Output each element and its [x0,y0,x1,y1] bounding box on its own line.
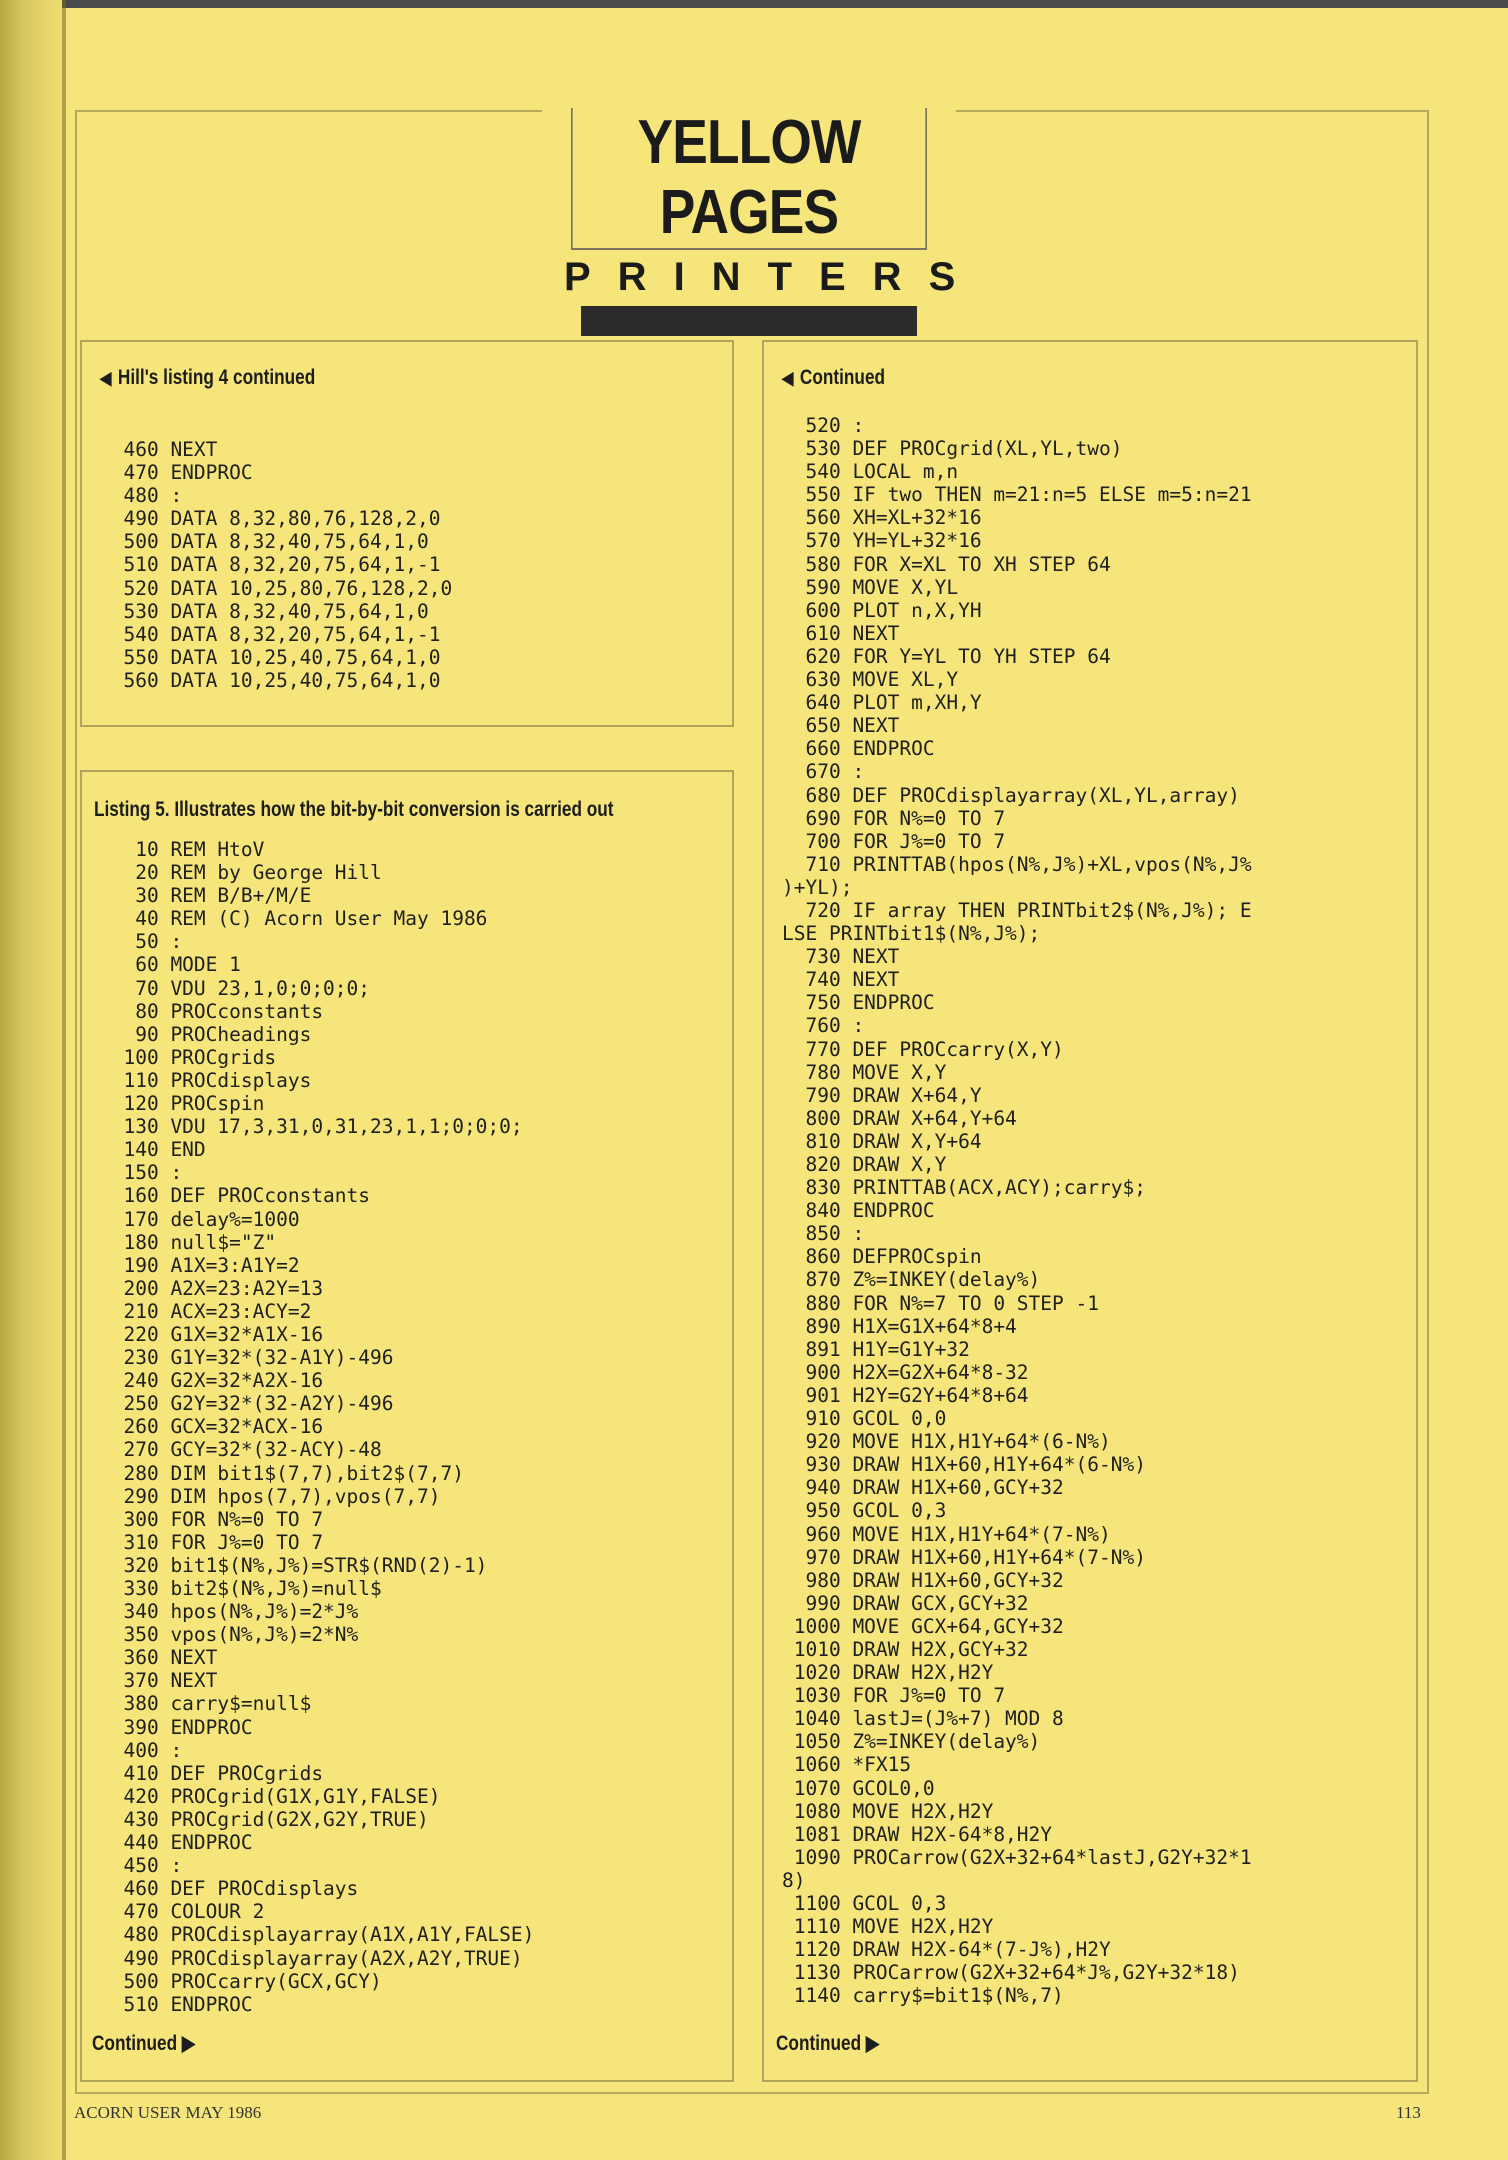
code-line: 500 PROCcarry(GCX,GCY) [100,1969,382,1993]
code-line: 680 DEF PROCdisplayarray(XL,YL,array) [782,783,1240,807]
code-line: 1100 GCOL 0,3 [782,1892,947,1915]
code-line: 770 DEF PROCcarry(X,Y) [782,1037,1064,1061]
code-line: 270 GCY=32*(32-ACY)-48 [100,1438,382,1462]
code-line: 320 bit1$(N%,J%)=STR$(RND(2)-1) [100,1553,488,1577]
code-line: 830 PRINTTAB(ACX,ACY);carry$; [782,1176,1146,1200]
code-line: 460 DEF PROCdisplays [100,1877,359,1901]
code-line: 370 NEXT [100,1669,218,1693]
masthead [542,108,983,336]
code-line: 220 G1X=32*A1X-16 [100,1322,324,1346]
code-line: 260 GCX=32*ACX-16 [100,1415,324,1439]
code-line: LSE PRINTbit1$(N%,J%); [782,922,1041,946]
listing-4-panel [80,340,734,727]
code-line: 820 DRAW X,Y [782,1153,947,1176]
continued-label [92,2031,195,2056]
code-line: 8) [782,1868,806,1892]
code-line: 120 PROCspin [100,1092,265,1116]
code-line: 780 MOVE X,Y [782,1060,947,1084]
code-line: 70 VDU 23,1,0;0;0;0; [100,976,371,1000]
code-line: 940 DRAW H1X+60,GCY+32 [782,1476,1064,1500]
code-line: 550 DATA 10,25,40,75,64,1,0 [100,645,441,669]
code-line: 230 G1Y=32*(32-A1Y)-496 [100,1346,394,1370]
code-line: 420 PROCgrid(G1X,G1Y,FALSE) [100,1784,441,1808]
code-line: 1140 carry$=bit1$(N%,7) [782,1984,1064,2008]
code-line: 510 ENDPROC [100,1992,253,2016]
code-line: 470 COLOUR 2 [100,1900,265,1924]
code-line: 610 NEXT [782,621,900,645]
code-line: 980 DRAW H1X+60,GCY+32 [782,1568,1064,1592]
code-line: 290 DIM hpos(7,7),vpos(7,7) [100,1484,441,1508]
code-line: 990 DRAW GCX,GCY+32 [782,1591,1029,1615]
code-line: 970 DRAW H1X+60,H1Y+64*(7-N%) [782,1545,1146,1569]
spine-shadow [62,0,66,2160]
code-line: 40 REM (C) Acorn User May 1986 [100,907,488,931]
listing-5-code [100,838,534,2016]
listing-4-code [100,438,452,692]
code-line: 300 FOR N%=0 TO 7 [100,1507,324,1531]
code-line: 500 DATA 8,32,40,75,64,1,0 [100,530,429,554]
code-line: 160 DEF PROCconstants [100,1184,371,1208]
masthead-bar [581,306,917,336]
code-line: 800 DRAW X+64,Y+64 [782,1106,1017,1130]
continued-caption-text: Continued [799,366,886,389]
code-line: 720 IF array THEN PRINTbit2$(N%,J%); E [782,898,1252,922]
code-line: 760 : [782,1014,865,1038]
code-line: 600 PLOT n,X,YH [782,598,982,622]
code-line: 1020 DRAW H2X,H2Y [782,1661,994,1685]
code-line: 640 PLOT m,XH,Y [782,691,982,715]
code-line: 690 FOR N%=0 TO 7 [782,806,1006,830]
code-line: 80 PROCconstants [100,999,324,1023]
code-line: 240 G2X=32*A2X-16 [100,1369,324,1393]
code-line: 350 vpos(N%,J%)=2*N% [100,1623,359,1647]
code-line: 700 FOR J%=0 TO 7 [782,829,1006,853]
listing-continued-panel [762,340,1418,2082]
code-line: 550 IF two THEN m=21:n=5 ELSE m=5:n=21 [782,483,1252,507]
code-line: 210 ACX=23:ACY=2 [100,1299,312,1323]
listing-4-caption [100,366,315,390]
code-line: 450 : [100,1854,183,1878]
code-line: 740 NEXT [782,968,900,992]
code-line: 870 Z%=INKEY(delay%) [782,1268,1041,1292]
code-line: )+YL); [782,875,853,899]
listing-5-panel [80,770,734,2082]
code-line: 60 MODE 1 [100,953,241,977]
code-line: 520 : [782,414,865,437]
code-line: 1060 *FX15 [782,1753,912,1777]
code-line: 90 PROCheadings [100,1022,312,1046]
code-line: 590 MOVE X,YL [782,575,959,599]
listing-4-caption-text: Hill's listing 4 continued [117,366,316,389]
code-line: 280 DIM bit1$(7,7),bit2$(7,7) [100,1461,464,1485]
code-line: 891 H1Y=G1Y+32 [782,1337,970,1361]
code-line: 520 DATA 10,25,80,76,128,2,0 [100,576,453,600]
code-line: 910 GCOL 0,0 [782,1407,947,1431]
code-line: 490 PROCdisplayarray(A2X,A2Y,TRUE) [100,1946,523,1970]
left-arrow-icon: ◀ [100,368,112,388]
code-line: 810 DRAW X,Y+64 [782,1129,982,1153]
code-line: 530 DATA 8,32,40,75,64,1,0 [100,599,429,623]
code-line: 110 PROCdisplays [100,1068,312,1092]
code-line: 530 DEF PROCgrid(XL,YL,two) [782,437,1123,461]
code-line: 950 GCOL 0,3 [782,1499,947,1523]
code-line: 790 DRAW X+64,Y [782,1083,982,1107]
code-line: 1130 PROCarrow(G2X+32+64*J%,G2Y+32*18) [782,1961,1240,1985]
code-line: 670 : [782,760,865,784]
code-line: 1030 FOR J%=0 TO 7 [782,1684,1006,1708]
code-line: 580 FOR X=XL TO XH STEP 64 [782,552,1111,576]
code-line: 540 LOCAL m,n [782,460,959,484]
code-line: 440 ENDPROC [100,1831,253,1855]
code-line: 180 null$="Z" [100,1230,277,1254]
code-line: 920 MOVE H1X,H1Y+64*(6-N%) [782,1430,1111,1454]
code-line: 100 PROCgrids [100,1045,277,1069]
code-line: 10 REM HtoV [100,838,265,861]
code-line: 1080 MOVE H2X,H2Y [782,1799,994,1823]
code-line: 880 FOR N%=7 TO 0 STEP -1 [782,1291,1099,1315]
code-line: 1070 GCOL0,0 [782,1776,935,1800]
code-line: 901 H2Y=G2Y+64*8+64 [782,1383,1029,1407]
code-line: 890 H1X=G1X+64*8+4 [782,1314,1017,1338]
code-line: 650 NEXT [782,714,900,738]
code-line: 200 A2X=23:A2Y=13 [100,1276,324,1300]
listing-5-caption: Listing 5. Illustrates how the bit-by-bit conversion is carried out [94,798,614,821]
masthead-title: YELLOW PAGES [571,108,927,250]
footer-issue: ACORN USER MAY 1986 [74,2103,262,2122]
code-line: 560 DATA 10,25,40,75,64,1,0 [100,668,441,692]
top-edge [0,0,1508,8]
code-line: 1000 MOVE GCX+64,GCY+32 [782,1614,1064,1638]
continued-text: Continued [776,2032,862,2055]
code-line: 540 DATA 8,32,20,75,64,1,-1 [100,622,441,646]
code-line: 660 ENDPROC [782,737,935,761]
code-line: 460 NEXT [100,438,218,461]
masthead-subtitle: PRINTERS [564,255,983,299]
code-line: 510 DATA 8,32,20,75,64,1,-1 [100,553,441,577]
code-line: 710 PRINTTAB(hpos(N%,J%)+XL,vpos(N%,J% [782,852,1252,876]
code-line: 630 MOVE XL,Y [782,668,959,692]
code-line: 250 G2Y=32*(32-A2Y)-496 [100,1392,394,1416]
code-line: 900 H2X=G2X+64*8-32 [782,1360,1029,1384]
code-line: 360 NEXT [100,1646,218,1670]
code-line: 1040 lastJ=(J%+7) MOD 8 [782,1707,1064,1731]
code-line: 1090 PROCarrow(G2X+32+64*lastJ,G2Y+32*1 [782,1845,1252,1869]
code-line: 30 REM B/B+/M/E [100,884,312,908]
code-line: 310 FOR J%=0 TO 7 [100,1530,324,1554]
page-number: 113 [1396,2103,1421,2122]
code-line: 850 : [782,1222,865,1246]
code-line: 960 MOVE H1X,H1Y+64*(7-N%) [782,1522,1111,1546]
right-arrow-icon: ▶ [181,2032,196,2055]
code-line: 730 NEXT [782,945,900,969]
continued-label [776,2031,879,2056]
code-line: 150 : [100,1161,183,1185]
right-arrow-icon: ▶ [865,2032,880,2055]
continued-caption [782,366,885,390]
code-line: 170 delay%=1000 [100,1207,300,1231]
code-line: 1081 DRAW H2X-64*8,H2Y [782,1822,1053,1846]
code-line: 50 : [100,930,183,954]
code-line: 560 XH=XL+32*16 [782,506,982,530]
listing-continued-code [782,414,1252,2007]
code-line: 620 FOR Y=YL TO YH STEP 64 [782,644,1111,668]
code-line: 840 ENDPROC [782,1199,935,1223]
code-line: 400 : [100,1738,183,1762]
code-line: 430 PROCgrid(G2X,G2Y,TRUE) [100,1807,429,1831]
code-line: 410 DEF PROCgrids [100,1761,324,1785]
code-line: 1120 DRAW H2X-64*(7-J%),H2Y [782,1938,1111,1962]
code-line: 570 YH=YL+32*16 [782,529,982,553]
continued-text: Continued [92,2032,178,2055]
code-line: 1110 MOVE H2X,H2Y [782,1915,994,1939]
code-line: 480 PROCdisplayarray(A1X,A1Y,FALSE) [100,1923,535,1947]
code-line: 140 END [100,1138,206,1162]
page-spine [0,0,62,2160]
code-line: 330 bit2$(N%,J%)=null$ [100,1577,382,1600]
code-line: 470 ENDPROC [100,461,253,485]
code-line: 490 DATA 8,32,80,76,128,2,0 [100,507,441,531]
code-line: 190 A1X=3:A1Y=2 [100,1253,300,1277]
code-line: 1010 DRAW H2X,GCY+32 [782,1637,1029,1661]
code-line: 860 DEFPROCspin [782,1245,982,1269]
code-line: 390 ENDPROC [100,1715,253,1739]
code-line: 930 DRAW H1X+60,H1Y+64*(6-N%) [782,1453,1146,1477]
code-line: 380 carry$=null$ [100,1692,312,1716]
code-line: 480 : [100,484,183,508]
code-line: 20 REM by George Hill [100,861,382,885]
code-line: 1050 Z%=INKEY(delay%) [782,1730,1041,1754]
left-arrow-icon: ◀ [782,368,794,388]
code-line: 340 hpos(N%,J%)=2*J% [100,1600,359,1624]
code-line: 130 VDU 17,3,31,0,31,23,1,1;0;0;0; [100,1115,523,1139]
code-line: 750 ENDPROC [782,991,935,1015]
